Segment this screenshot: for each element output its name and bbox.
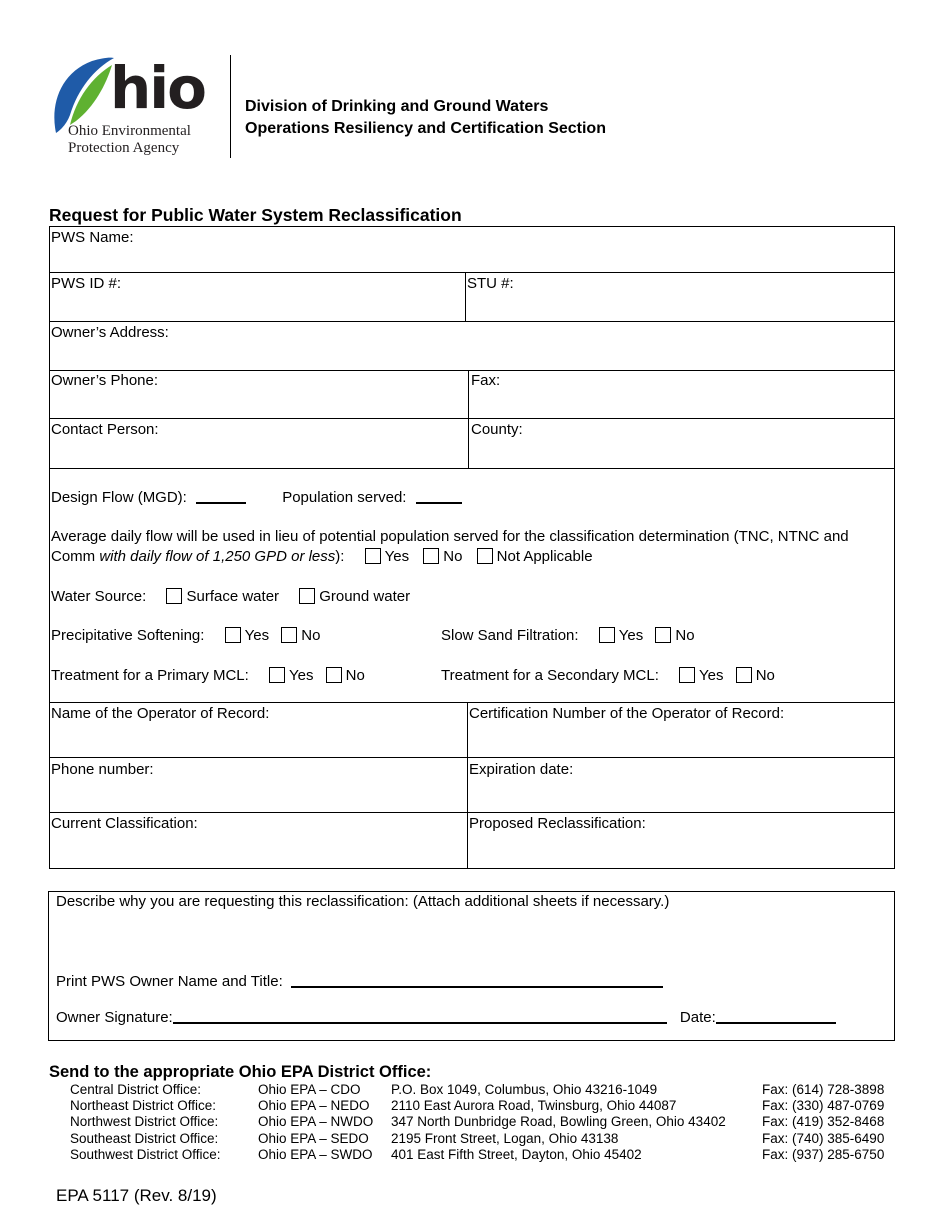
water-source-row: Water Source: Surface water Ground water (51, 588, 411, 605)
primary-no-checkbox[interactable] (326, 667, 342, 683)
secondary-no-checkbox[interactable] (736, 667, 752, 683)
slow-sand-yes-checkbox[interactable] (599, 627, 615, 643)
avg-flow-options: Comm with daily flow of 1,250 GPD or less): Yes No Not Applicable (51, 548, 593, 565)
owner-signature-input[interactable] (173, 1022, 667, 1024)
office-name: Northwest District Office: (70, 1114, 219, 1130)
office-code: Ohio EPA – NWDO (258, 1114, 374, 1130)
surface-water-checkbox[interactable] (166, 588, 182, 604)
phone-number-field[interactable]: Phone number: (51, 761, 154, 778)
expiration-date-field[interactable]: Expiration date: (469, 761, 574, 778)
office-fax: Fax: (419) 352-8468 (762, 1114, 885, 1130)
office-code: Ohio EPA – NEDO (258, 1098, 370, 1114)
office-address: 401 East Fifth Street, Dayton, Ohio 45402 (391, 1146, 642, 1162)
slow-sand-no-checkbox[interactable] (655, 627, 671, 643)
pws-id-field[interactable]: PWS ID #: (51, 275, 122, 292)
print-owner-input[interactable] (291, 986, 663, 988)
form-number: EPA 5117 (Rev. 8/19) (56, 1186, 217, 1205)
pws-name-field[interactable]: PWS Name: (51, 229, 134, 246)
office-fax: Fax: (740) 385-6490 (762, 1130, 885, 1146)
primary-mcl-row: Treatment for a Primary MCL: Yes No (51, 667, 365, 684)
office-address: 347 North Dunbridge Road, Bowling Green, Ohio 43402 (391, 1114, 726, 1130)
office-name: Southeast District Office: (70, 1130, 219, 1146)
current-classification-field[interactable]: Current Classification: (51, 815, 198, 832)
population-served-input[interactable] (416, 502, 462, 504)
date-input[interactable] (716, 1022, 836, 1024)
signature-row: Owner Signature: Date: (56, 1009, 836, 1026)
logo-wordmark: hio (110, 54, 206, 122)
office-address: P.O. Box 1049, Columbus, Ohio 43216-1049 (391, 1082, 658, 1097)
operator-cert-field[interactable]: Certification Number of the Operator of Record: (469, 705, 785, 722)
office-address: 2110 East Aurora Road, Twinsburg, Ohio 44087 (391, 1098, 677, 1114)
office-name: Central District Office: (70, 1082, 202, 1097)
ground-water-checkbox[interactable] (299, 588, 315, 604)
offices-heading: Send to the appropriate Ohio EPA District Office: (49, 1063, 432, 1081)
precip-no-checkbox[interactable] (281, 627, 297, 643)
proposed-reclassification-field[interactable]: Proposed Reclassification: (469, 815, 646, 832)
avg-yes-checkbox[interactable] (365, 548, 381, 564)
office-name: Northeast District Office: (70, 1098, 217, 1114)
operator-name-field[interactable]: Name of the Operator of Record: (51, 705, 270, 722)
fax-field[interactable]: Fax: (471, 372, 501, 389)
design-flow-row (51, 489, 462, 506)
primary-yes-checkbox[interactable] (269, 667, 285, 683)
office-fax: Fax: (937) 285-6750 (762, 1146, 885, 1162)
stu-field[interactable]: STU #: (467, 275, 514, 292)
secondary-yes-checkbox[interactable] (679, 667, 695, 683)
office-fax: Fax: (330) 487-0769 (762, 1098, 885, 1114)
office-address: 2195 Front Street, Logan, Ohio 43138 (391, 1130, 619, 1146)
design-flow-label: Design Flow (MGD): (51, 489, 187, 506)
header-divider (230, 55, 231, 158)
logo-subtitle: Ohio Environmental Protection Agency (68, 123, 191, 156)
secondary-mcl-row: Treatment for a Secondary MCL: Yes No (441, 667, 775, 684)
avg-na-checkbox[interactable] (477, 548, 493, 564)
precip-softening-row: Precipitative Softening: Yes No (51, 627, 321, 644)
form-title: Request for Public Water System Reclassification (49, 205, 462, 225)
owner-address-field[interactable]: Owner’s Address: (51, 324, 169, 341)
office-fax: Fax: (614) 728-3898 (762, 1082, 885, 1097)
avg-flow-text: Average daily flow will be used in lieu of potential population served for the classification determination (TNC, NTNC and (51, 528, 849, 545)
office-name: Southwest District Office: (70, 1146, 221, 1162)
section-name: Operations Resiliency and Certification Section (245, 120, 606, 137)
population-served-label: Population served: (282, 489, 407, 506)
division-name: Division of Drinking and Ground Waters (245, 98, 549, 115)
precip-yes-checkbox[interactable] (225, 627, 241, 643)
owner-phone-field[interactable]: Owner’s Phone: (51, 372, 159, 389)
header-titles (245, 96, 606, 140)
contact-person-field[interactable]: Contact Person: (51, 421, 159, 438)
print-owner-row: Print PWS Owner Name and Title: (56, 973, 663, 990)
office-code: Ohio EPA – CDO (258, 1082, 361, 1097)
ohio-epa-logo (48, 55, 228, 160)
avg-no-checkbox[interactable] (423, 548, 439, 564)
describe-prompt[interactable]: Describe why you are requesting this reclassification: (Attach additional sheets if necessary.) (56, 893, 670, 910)
slow-sand-row: Slow Sand Filtration: Yes No (441, 627, 695, 644)
office-code: Ohio EPA – SWDO (258, 1146, 373, 1162)
design-flow-input[interactable] (196, 502, 246, 504)
county-field[interactable]: County: (471, 421, 523, 438)
office-code: Ohio EPA – SEDO (258, 1130, 369, 1146)
